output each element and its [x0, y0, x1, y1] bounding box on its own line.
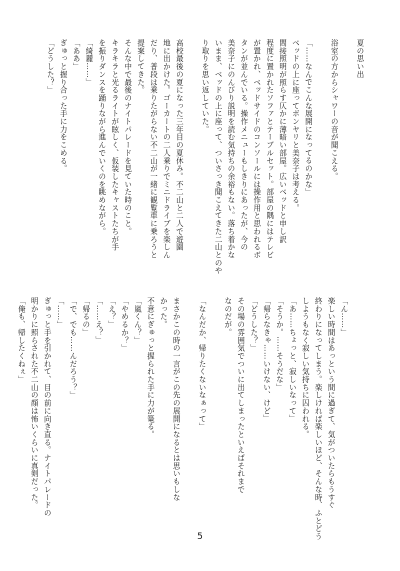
text-line: キラキラと光るライトが眩しく、仮装したキャストたちが手	[110, 39, 120, 251]
text-line: 提案してきた。	[136, 39, 146, 94]
text-line: しようもなく寂しい気持ちに囚われる。	[301, 297, 311, 439]
text-line: 浴室の方からシャワーの音が聞こえる。	[330, 39, 340, 181]
blank-line	[182, 297, 195, 513]
text-line: 「どうした？」	[249, 297, 259, 352]
text-line: 「綺麗……」	[84, 39, 94, 87]
blank-line	[340, 39, 353, 263]
blank-line	[185, 39, 198, 263]
text-line: いまま、ベッドの上に座って、ついさっき聞こえてきた二山とのや	[214, 39, 224, 275]
text-line: 美奈子にのんびり説明を読む気持ちの余裕もない。落ち着かな	[226, 39, 236, 259]
text-line: そんな中で最後のナイトパレードを見ていた時のこと。	[123, 39, 133, 236]
text-line: 「……」	[56, 297, 66, 329]
text-line: 「そうか。……そうだな」	[275, 297, 285, 392]
text-line: ぎゅっと握り合った手に力をこめる。	[59, 39, 69, 173]
text-line: 「どうした？」	[46, 39, 56, 94]
text-line: 終わりになってしまう。楽しければ楽しいほど、そんな時、ふとどう	[314, 297, 324, 541]
text-line: 「帰らなきゃ……いけない、けど」	[262, 297, 272, 423]
text-line: だり、普段は乗りたがらない不二山が一緒に観覧車に乗ろうと	[149, 39, 159, 259]
text-line: 「あ……ちょっと、寂しいなって」	[288, 297, 298, 423]
text-line: 明かりに照らされた不二山の顔は怖いくらいに真剣だった。	[30, 297, 40, 509]
text-line: 「俺も、帰したくねぇ」	[17, 297, 27, 384]
text-line: 楽しい時間はあっという間に過ぎて、気がついたらもうすぐ	[327, 297, 337, 509]
text-line: を振りダンスを踊りながら進んでいくのを眺めながら。	[97, 39, 107, 236]
text-line: り取りを思い返していた。	[201, 39, 211, 134]
text-line: 「なんだか、帰りたくないなぁって」	[198, 297, 208, 431]
text-line: 「え？」	[107, 297, 117, 329]
text-line: ぎゅっと手を引かれて、目の前に向き直る。ナイトパレードの	[43, 297, 53, 517]
text-line: 「帰るの」	[81, 297, 91, 337]
text-line: 「やめるか？」	[120, 297, 130, 352]
page-number: 5	[197, 532, 203, 542]
blank-line	[208, 297, 221, 513]
text-line: 間接照明が照らす仄かに薄暗い部屋。広いベッドと申し訳	[278, 39, 288, 244]
text-line: かった。	[159, 297, 169, 329]
text-line: 高校最後の夏になった三年目の夏休み。不二山と二人で遊園	[175, 39, 185, 251]
text-line: 「ん……」	[340, 297, 349, 337]
upper-text-block	[46, 39, 366, 275]
text-line: まさかこの時の一言がこの先の展開になるとは思いもしな	[172, 297, 182, 502]
text-line: 地に出かけた。ゴーカートの二人乗りでミニドライブを楽しん	[162, 39, 172, 259]
blank-line	[314, 39, 327, 263]
text-line: ベッドの上に座ってボンヤリと美奈子は考える。	[291, 39, 301, 212]
text-line: 「ああ」	[72, 39, 82, 71]
lower-text-block	[17, 297, 350, 541]
text-line: なのだが。	[223, 297, 233, 337]
text-line: その場の雰囲気でついに出てしまったといえばそれまで	[236, 297, 246, 494]
text-line: 「……なんでこんな展開になってるのかな」	[304, 39, 314, 196]
text-line: 「で、でも……んだろう？」	[68, 297, 78, 400]
text-line: 夏の思い出	[356, 39, 365, 79]
text-line: 不意にぎゅっと握られた手に力が篭る。	[146, 297, 156, 439]
text-line: 程度に置かれたソファとテーブルセット。部屋の隅にはテレビ	[265, 39, 275, 259]
text-line: が置かれ、ベッドサイドのコンソールには操作用と思われるボ	[252, 39, 262, 259]
text-line: タンが並んでいる。操作メニューもしきりにあったが、今の	[239, 39, 249, 251]
text-line: 「嵐くん？」	[133, 297, 143, 345]
text-line: 「……え？」	[94, 297, 104, 345]
